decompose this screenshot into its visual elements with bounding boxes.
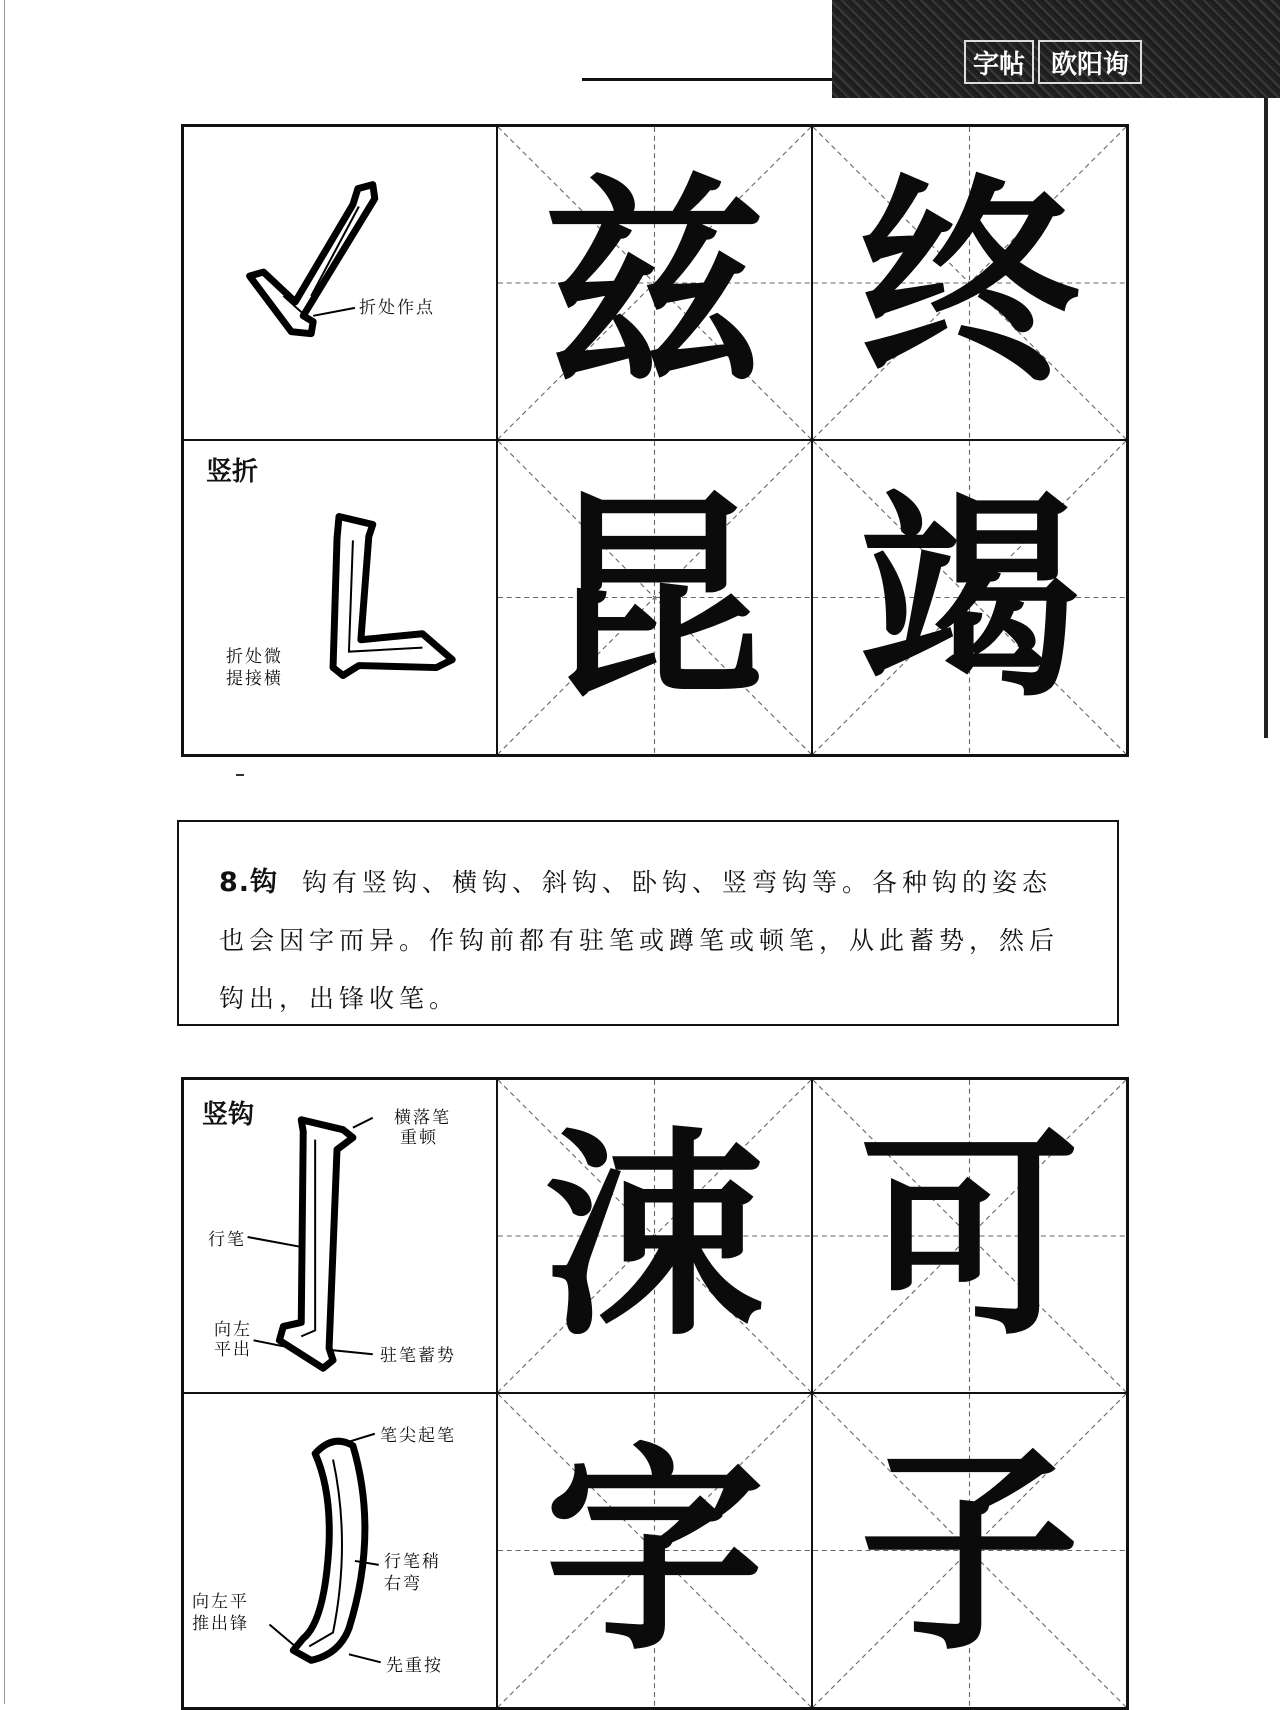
stroke-label-shuzhe: 竖折 [206,457,259,487]
page-edge-bar [1264,98,1268,738]
annotation-tip-start: 笔尖起笔 [380,1426,456,1446]
practice-cell [812,126,1127,440]
practice-cell [497,126,812,440]
calligraphy-char: 兹 [544,153,765,412]
calligraphy-char: 终 [859,153,1080,412]
practice-grid-bottom [181,1077,1129,1710]
annotation-bend-dot: 折处作点 [359,298,435,318]
annotation-left-out-2: 平出 [214,1340,252,1360]
practice-cell [812,1079,1127,1393]
annotation-bend-lift-2: 提接横 [226,669,283,689]
annotation-left-out-1: 向左 [214,1320,252,1340]
calligraphy-char: 可 [859,1106,1080,1365]
header-banner [832,0,1280,98]
hook-description-box [177,820,1119,1026]
annotation-slight-curve-1: 行笔稍 [384,1552,441,1572]
calligraphy-char: 字 [544,1420,765,1680]
section-title: 8.钩 [219,867,279,898]
heng-zhe-stroke-diagram [184,127,496,439]
annotation-moving-brush: 行笔 [208,1230,246,1250]
calligraphy-char: 昆 [544,467,765,727]
practice-cell [497,440,812,755]
annotation-bend-lift-1: 折处微 [226,647,283,667]
stroke-demo-cell [183,126,497,440]
stroke-label-shugou: 竖钩 [202,1100,255,1130]
calligraphy-char: 涑 [544,1106,765,1365]
practice-grid-top [181,124,1129,757]
stroke-demo-cell [183,1393,497,1708]
practice-cell [812,1393,1127,1708]
section-body: 钩有竖钩、横钩、斜钩、卧钩、竖弯钩等。各种钩的姿态也会因字而异。作钩前都有驻笔或蹲笔或顿笔，从此蓄势，然后钩出，出锋收笔。 [219,868,1060,1013]
calligraphy-char: 竭 [859,467,1080,727]
annotation-press-first: 先重按 [386,1656,443,1676]
stroke-demo-cell [183,1079,497,1393]
annotation-push-out-1: 向左平 [192,1592,249,1612]
header-tab-copybook: 字帖 [964,40,1034,84]
practice-cell [812,440,1127,755]
practice-cell [497,1079,812,1393]
calligraphy-char: 子 [859,1420,1080,1680]
practice-cell [497,1393,812,1708]
annotation-push-out-2: 推出锋 [192,1614,249,1634]
stray-mark [236,774,244,776]
stroke-demo-cell [183,440,497,755]
annotation-pause-gather: 驻笔蓄势 [380,1346,456,1366]
header-rule [582,78,842,81]
annotation-heavy-start-1: 横落笔 [394,1108,451,1128]
page-edge-line [4,0,5,1704]
annotation-slight-curve-2: 右弯 [384,1574,422,1594]
shu-zhe-stroke-diagram [184,441,496,754]
header-tab-ouyangxun: 欧阳询 [1038,40,1142,84]
annotation-heavy-start-2: 重顿 [400,1128,438,1148]
